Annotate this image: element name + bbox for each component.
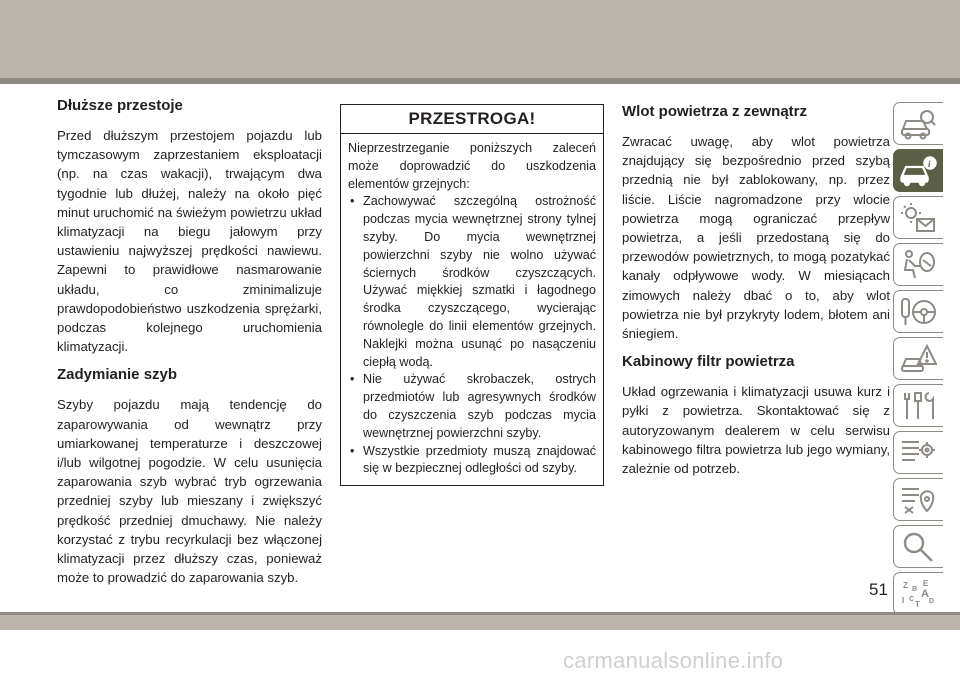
tab-steering-wheel[interactable]	[893, 290, 943, 333]
svg-text:B: B	[912, 586, 918, 593]
paragraph-outside-air-intake: Zwracać uwagę, aby wlot powietrza znajdujący się bezpośrednio przed szybą przednią nie był zablokowany, np. przez liście. Liście nagromadzone przy wlocie powietrza mogą ograniczać przepływ powietrza, a jeśli przedostaną się do przewodów powietrznych, to mogą pozatykać kanały odpływowe wody. W miesiącach zimowych należy dbać o to, aby wlot powietrza nie był przykryty lodem, błotem ani śniegiem.	[622, 134, 890, 342]
bottom-band-stripe	[0, 612, 960, 615]
tab-roadside-warning[interactable]	[893, 337, 943, 380]
svg-text:C: C	[909, 596, 915, 603]
alphabet-index-icon	[899, 577, 937, 611]
roadside-warning-icon	[899, 342, 937, 376]
caution-list	[348, 193, 596, 478]
tab-alphabet-index[interactable]	[893, 572, 943, 615]
svg-text:T: T	[915, 600, 920, 609]
page-number: 51	[869, 580, 888, 599]
watermark: carmanualsonline.info	[563, 648, 784, 673]
tab-tools[interactable]	[893, 384, 943, 427]
paragraph-cabin-air-filter: Układ ogrzewania i klimatyzacji usuwa kurz i pyłki z powietrza. Skontaktować się z autoryzowanym dealerem w celu serwisu kabinowego filtra powietrza lub jego wymiany, zależnie od potrzeb.	[622, 384, 890, 477]
caution-bullet: • Wszystkie przedmioty muszą znajdować się w bezpiecznej odległości od szyby.	[348, 443, 596, 479]
paragraph-long-storage: Przed dłuższym przestojem pojazdu lub tymczasowym zaprzestaniem eksploatacji (np. na czas wakacji), trwającym dwa tygodnie lub dłużej, należy na około pięć minut uruchomić na świeżym powietrzu układ klimatyzacji na biegu jałowym przy ustawieniu najwyższej prędkości nawiewu. Zapewni to prawidłowe nasmarowanie układu, co zminimalizuje prawdopodobieństwo uszkodzenia sprężarki, podczas kolejnego uruchomienia klimatyzacji.	[57, 128, 322, 355]
chapter-tabs	[893, 102, 943, 619]
steering-wheel-icon	[899, 295, 937, 329]
svg-text:A: A	[921, 588, 929, 600]
tab-car-magnifier[interactable]	[893, 102, 943, 145]
tab-maintenance-list[interactable]	[893, 431, 943, 474]
caution-body	[341, 134, 603, 478]
caution-title: PRZESTROGA!	[341, 105, 603, 134]
warning-light-icon	[899, 201, 937, 235]
paragraph-window-fogging: Szyby pojazdu mają tendencję do zaparowywania od wewnątrz przy umiarkowanej temperaturze i deszczowej i/lub wilgotnej pogodzie. W celu usunięcia zaparowania szyb wybrać tryb ogrzewania przedniej szyby lub mieszany i zwiększyć prędkość przedniej dmuchawy. Nie należy korzystać z trybu recyrkulacji bez włączonej klimatyzacji przez dłuższy czas, ponieważ może to prowadzić do zaparowania szyb.	[57, 397, 322, 586]
tab-car-info[interactable]	[893, 149, 943, 192]
car-magnifier-icon	[899, 107, 937, 141]
car-info-icon	[899, 154, 937, 188]
tab-search[interactable]	[893, 525, 943, 568]
tab-warning-light[interactable]	[893, 196, 943, 239]
airbag-person-icon	[899, 248, 937, 282]
search-icon	[899, 530, 937, 564]
svg-text:I: I	[902, 596, 905, 605]
svg-text:Z: Z	[903, 581, 908, 590]
caution-intro: Nieprzestrzeganie poniższych zaleceń może doprowadzić do uszkodzenia elementów grzejnych:	[348, 141, 596, 191]
heading-cabin-air-filter: Kabinowy filtr powietrza	[622, 353, 795, 371]
caution-bullet: • Nie używać skrobaczek, ostrych przedmiotów lub agresywnych środków do czyszczenia szyb podczas mycia wewnętrznej powierzchni szyby.	[348, 371, 596, 442]
maintenance-list-icon	[899, 436, 937, 470]
caution-bullet: • Zachowywać szczególną ostrożność podczas mycia wewnętrznej strony tylnej szyby. Do mycia wewnętrznej powierzchni szyby nie wolno używać ściernych środków czyszczących. Używać miękkiej szmatki i łagodnego środka czyszczącego, wycierając równolegle do linii elementów grzejnych. Naklejki można usunąć po nasączeniu ciepłą wodą.	[348, 193, 596, 371]
svg-text:i: i	[928, 159, 931, 169]
svg-text:D: D	[929, 598, 935, 605]
heading-window-fogging: Zadymianie szyb	[57, 366, 178, 384]
left-column	[57, 97, 322, 597]
svg-text:E: E	[923, 579, 929, 588]
heading-outside-air-intake: Wlot powietrza z zewnątrz	[622, 103, 808, 120]
caution-box	[340, 104, 604, 486]
multimedia-icon	[899, 483, 937, 517]
heading-long-storage: Dłuższe przestoje	[57, 97, 183, 114]
tools-icon	[899, 389, 937, 423]
right-column	[622, 103, 890, 488]
top-band	[0, 0, 960, 84]
top-band-stripe	[0, 78, 960, 84]
tab-airbag-person[interactable]	[893, 243, 943, 286]
tab-multimedia[interactable]	[893, 478, 943, 521]
